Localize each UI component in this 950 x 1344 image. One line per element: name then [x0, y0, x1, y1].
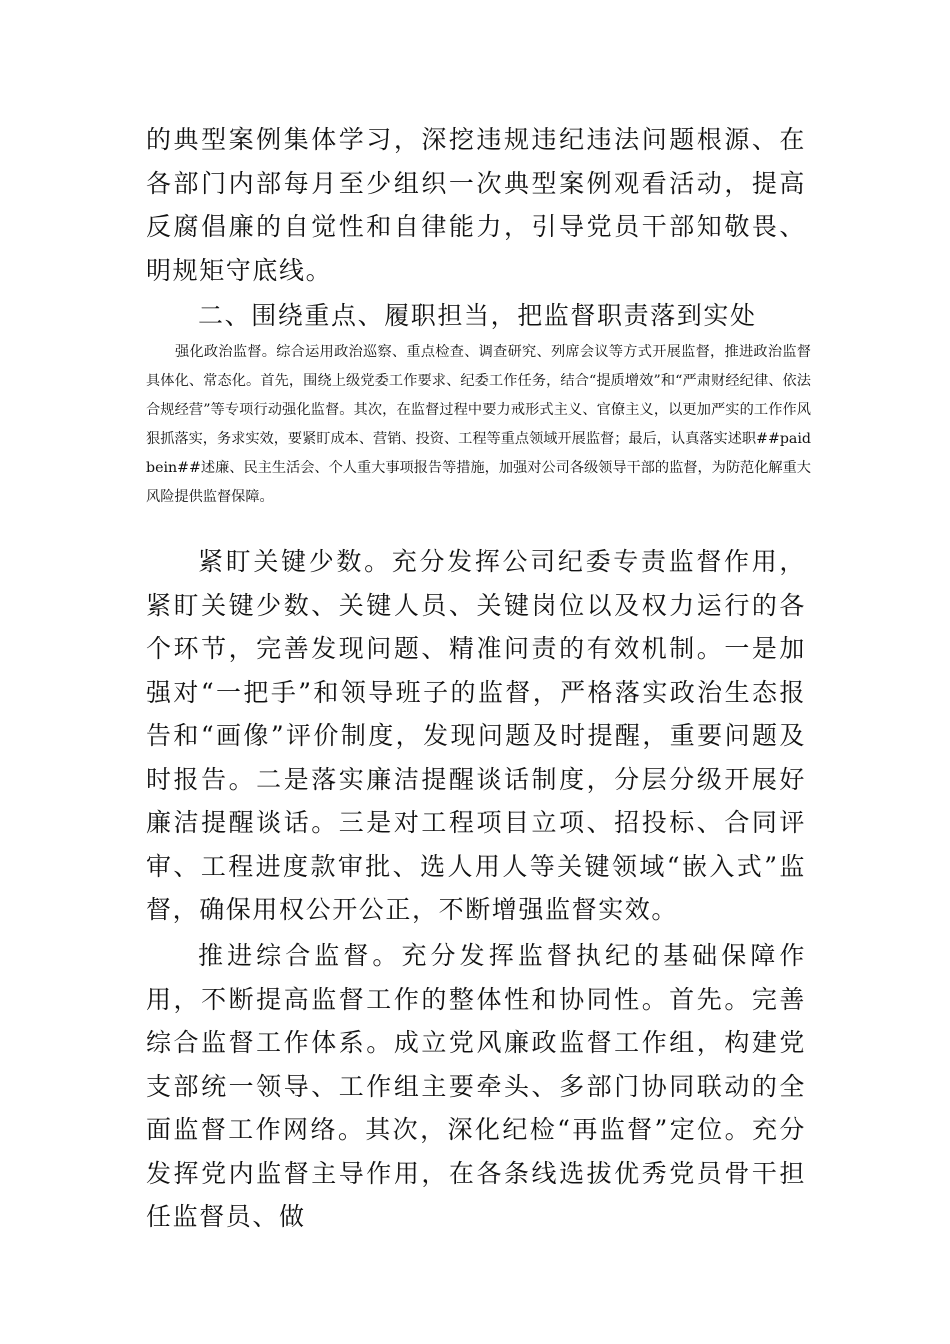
- section-heading: 二、围绕重点、履职担当，把监督职责落到实处: [198, 301, 757, 330]
- paragraph-continuation: 的典型案例集体学习，深挖违规违纪违法问题根源、在各部门内部每月至少组织一次典型案例观看活动，提高反腐倡廉的自觉性和自律能力，引导党员干部知敬畏、明规矩守底线。: [146, 125, 806, 285]
- paragraph-comprehensive-supervision: 推进综合监督。充分发挥监督执纪的基础保障作用，不断提高监督工作的整体性和协同性。首先。完善综合监督工作体系。成立党风廉政监督工作组，构建党支部统一领导、工作组主要牵头、多部门协同联动的全面监督工作网络。其次，深化纪检“再监督”定位。充分发挥党内监督主导作用，在各条线选拔优秀党员骨干担任监督员、做: [146, 941, 806, 1231]
- paragraph-key-minority: 紧盯关键少数。充分发挥公司纪委专责监督作用，紧盯关键少数、关键人员、关键岗位以及权力运行的各个环节，完善发现问题、精准问责的有效机制。一是加强对“一把手”和领导班子的监督，严格落实政治生态报告和“画像”评价制度，发现问题及时提醒，重要问题及时报告。二是落实廉洁提醒谈话制度，分层分级开展好廉洁提醒谈话。三是对工程项目立项、招投标、合同评审、工程进度款审批、选人用人等关键领域“嵌入式”监督，确保用权公开公正，不断增强监督实效。: [146, 547, 806, 924]
- paragraph-political-supervision: 强化政治监督。综合运用政治巡察、重点检查、调查研究、列席会议等方式开展监督，推进政治监督具体化、常态化。首先，围绕上级党委工作要求、纪委工作任务，结合“提质增效”和“严肃财经纪律、依法合规经营”等专项行动强化监督。其次，在监督过程中要力戒形式主义、官僚主义，以更加严实的工作作风狠抓落实，务求实效，要紧盯成本、营销、投资、工程等重点领域开展监督；最后，认真落实述职##paidbein##述廉、民主生活会、个人重大事项报告等措施，加强对公司各级领导干部的监督，为防范化解重大风险提供监督保障。: [146, 344, 812, 505]
